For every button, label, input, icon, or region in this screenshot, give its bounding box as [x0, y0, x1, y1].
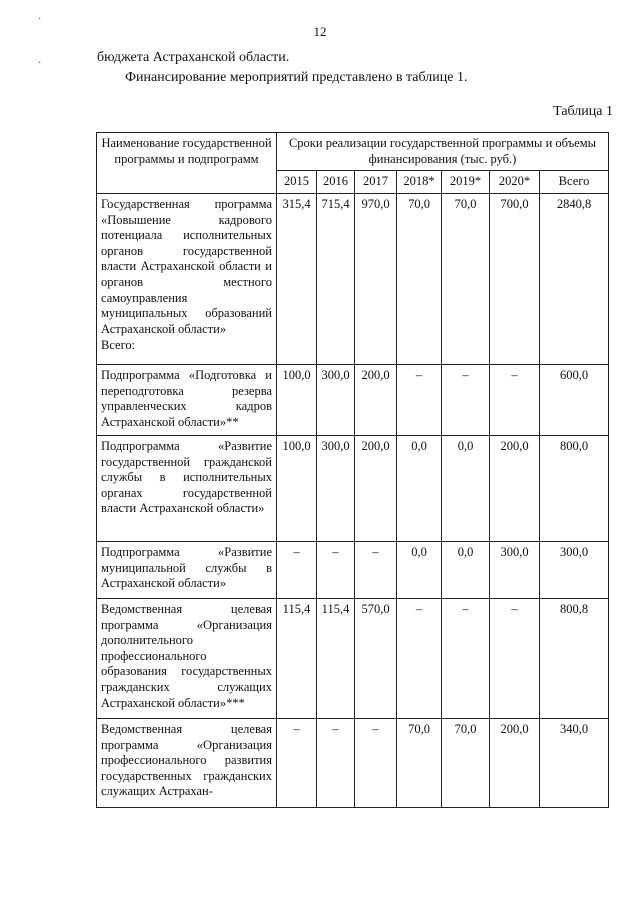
cell-value: 200,0 [355, 435, 397, 541]
cell-value: 70,0 [397, 193, 442, 364]
cell-value: – [277, 541, 317, 598]
cell-value: – [442, 598, 490, 718]
cell-value: – [397, 598, 442, 718]
row-name: Подпрограмма «Подготовка и переподготовка резерва управленческих кадров Астраханской области»** [97, 364, 277, 435]
row-name: Ведомственная целевая программа «Организация дополнительного профессионального образования государственных гражданских служащих Астраханской области»*** [97, 598, 277, 718]
table-row [97, 598, 609, 718]
cell-value: – [490, 598, 540, 718]
page-number: 12 [313, 24, 327, 39]
row-name [97, 193, 277, 364]
cell-total: 800,0 [540, 435, 609, 541]
cell-value: 100,0 [277, 364, 317, 435]
cell-value: – [355, 541, 397, 598]
cell-total: 340,0 [540, 718, 609, 807]
cell-value: 0,0 [442, 541, 490, 598]
table-row [97, 435, 609, 541]
cell-value: 0,0 [397, 541, 442, 598]
row-name: Подпрограмма «Развитие государственной гражданской службы в исполнительных органах государственной власти Астраханской области» [97, 435, 277, 541]
cell-value: 200,0 [355, 364, 397, 435]
cell-value: – [442, 364, 490, 435]
header-year: 2016 [317, 171, 355, 194]
cell-value: – [397, 364, 442, 435]
cell-total: 800,8 [540, 598, 609, 718]
cell-value: 0,0 [397, 435, 442, 541]
cell-value: 70,0 [442, 193, 490, 364]
cell-value: 200,0 [490, 718, 540, 807]
row-name: Подпрограмма «Развитие муниципальной службы в Астраханской области» [97, 541, 277, 598]
header-year: 2015 [277, 171, 317, 194]
cell-value: 715,4 [317, 193, 355, 364]
cell-value: 315,4 [277, 193, 317, 364]
header-year: 2017 [355, 171, 397, 194]
cell-value: 200,0 [490, 435, 540, 541]
cell-value: 700,0 [490, 193, 540, 364]
header-total: Всего [540, 171, 609, 194]
intro-line-2: Финансирование мероприятий представлено в таблице 1. [125, 70, 468, 85]
cell-value: – [490, 364, 540, 435]
header-year: 2018* [397, 171, 442, 194]
row-name-text: Государственная программа «Повышение кадрового потенциала исполнительных органов государственной власти Астраханской области и органов местного самоуправления муниципальных образований Астраханской области» [101, 196, 272, 336]
cell-total: 2840,8 [540, 193, 609, 364]
cell-value: 0,0 [442, 435, 490, 541]
cell-value: 970,0 [355, 193, 397, 364]
cell-value: 115,4 [277, 598, 317, 718]
scan-mark: · [38, 58, 42, 69]
table-row [97, 541, 609, 598]
cell-value: 300,0 [490, 541, 540, 598]
cell-value: 115,4 [317, 598, 355, 718]
cell-value: – [355, 718, 397, 807]
table-row [97, 718, 609, 807]
scan-mark: · [38, 14, 42, 25]
cell-value: – [317, 718, 355, 807]
cell-value: – [277, 718, 317, 807]
cell-value: 300,0 [317, 435, 355, 541]
intro-line-1: бюджета Астраханской области. [97, 50, 290, 65]
table-row [97, 193, 609, 364]
header-year: 2019* [442, 171, 490, 194]
row-name: Ведомственная целевая программа «Организация профессионального развития государственных гражданских служащих Астрахан- [97, 718, 277, 807]
cell-value: 300,0 [317, 364, 355, 435]
table-caption: Таблица 1 [553, 104, 613, 119]
table-row [97, 364, 609, 435]
cell-value: 100,0 [277, 435, 317, 541]
row-name-suffix: Всего: [101, 337, 136, 352]
financing-table [96, 132, 609, 808]
header-period: Сроки реализации государственной программы и объемы финансирования (тыс. руб.) [277, 133, 609, 171]
cell-value: – [317, 541, 355, 598]
cell-value: 70,0 [442, 718, 490, 807]
cell-total: 600,0 [540, 364, 609, 435]
header-year: 2020* [490, 171, 540, 194]
header-program-name: Наименование государственной программы и подпрограмм [97, 133, 277, 194]
cell-value: 570,0 [355, 598, 397, 718]
cell-value: 70,0 [397, 718, 442, 807]
cell-total: 300,0 [540, 541, 609, 598]
